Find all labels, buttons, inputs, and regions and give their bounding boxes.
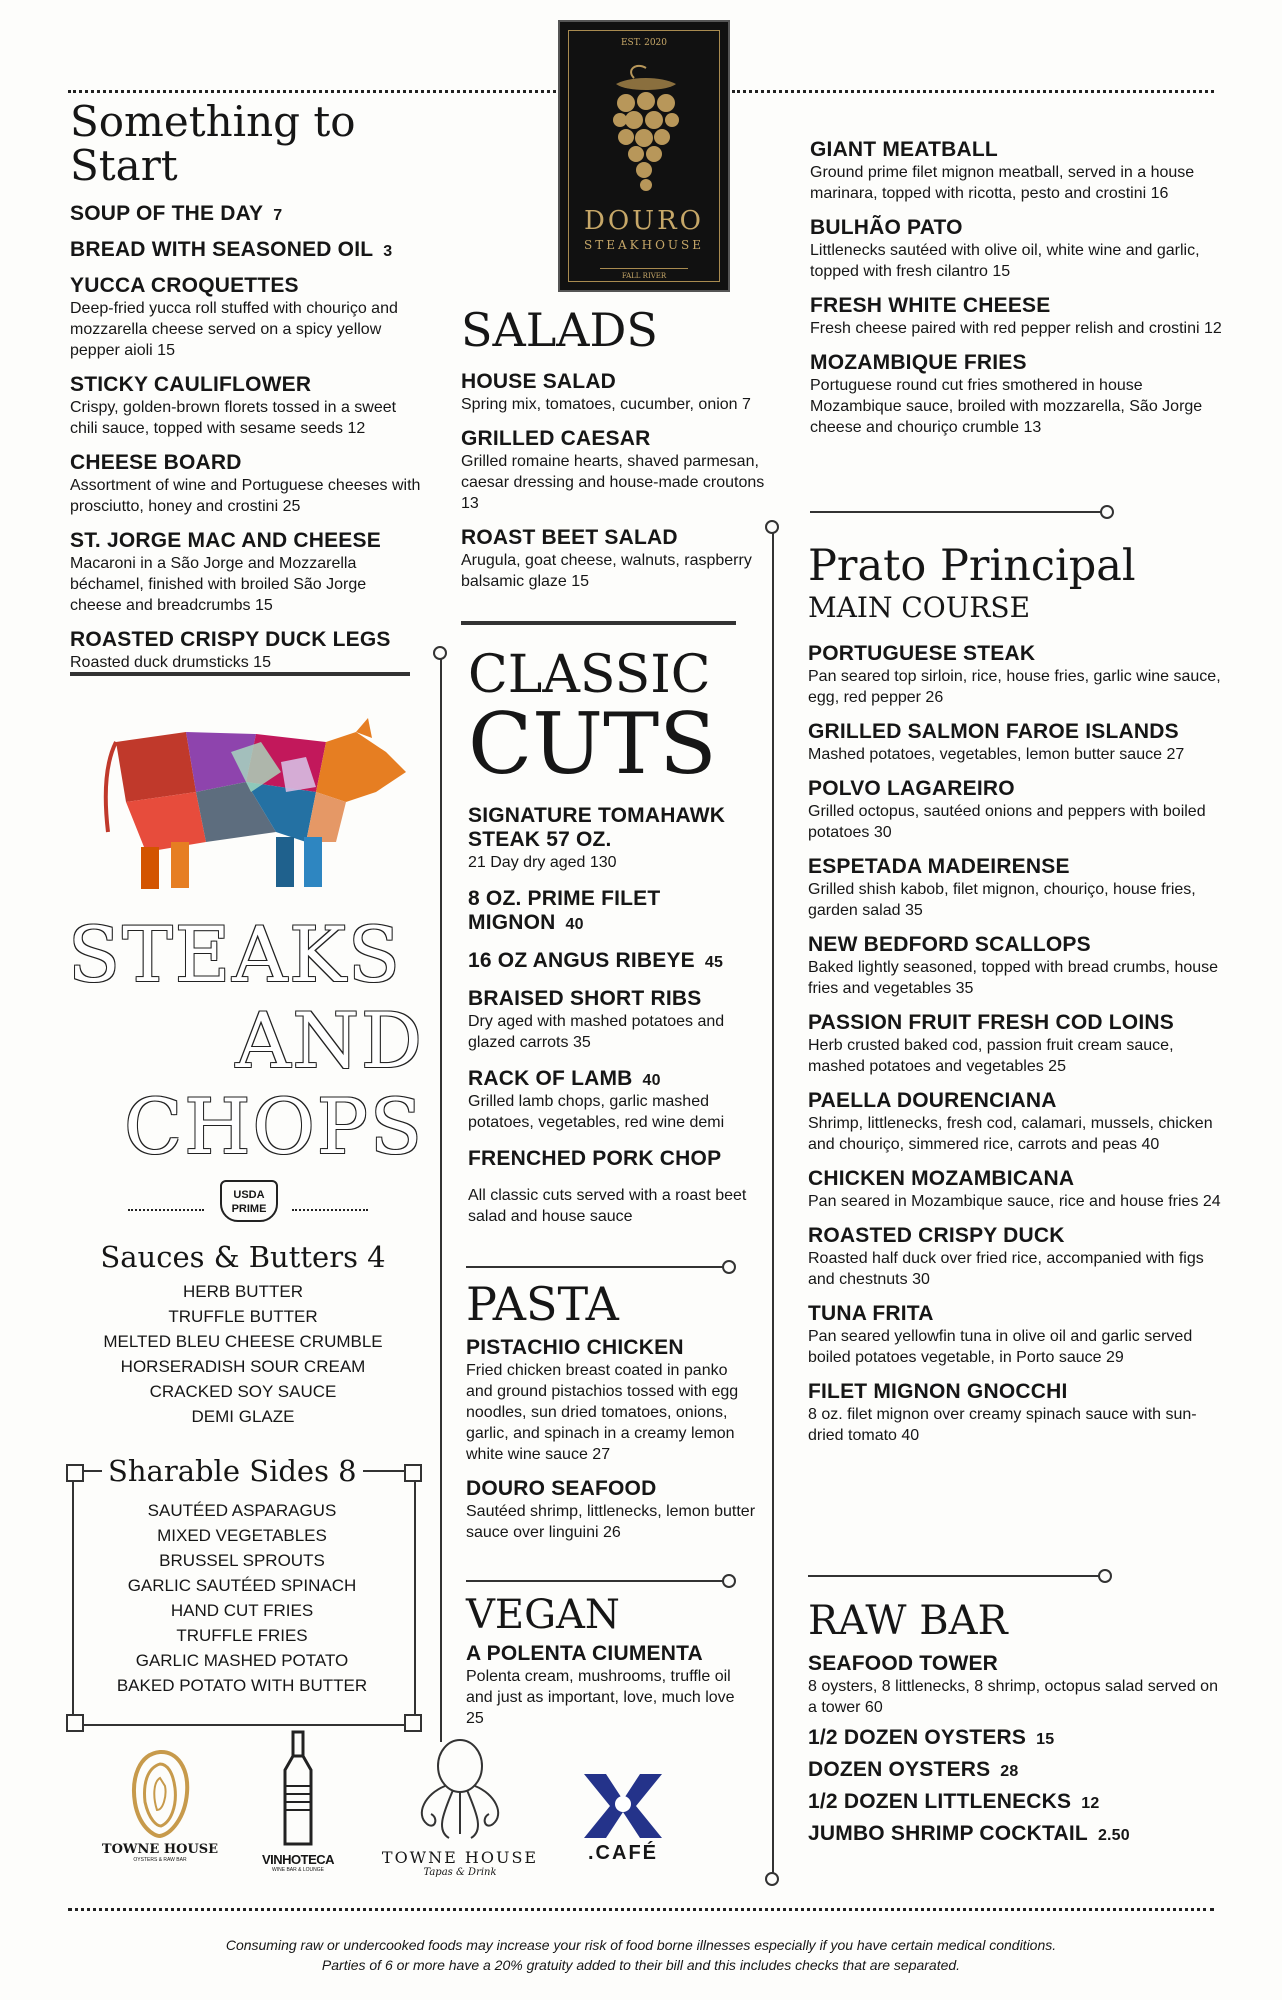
section-title: Prato Principal xyxy=(808,541,1136,591)
menu-item xyxy=(810,138,1230,204)
item-description: Ground prime filet mignon meatball, served in a house marinara, topped with ricotta, pesto and crostini 16 xyxy=(810,164,1195,202)
list-item: GARLIC MASHED POTATO xyxy=(135,1651,349,1670)
mains-divider xyxy=(808,1575,1104,1577)
item-price: 7 xyxy=(273,207,283,225)
brand-sub: Tapas & Drink xyxy=(423,1867,497,1878)
footer-line: Consuming raw or undercooked foods may increase your risk of food borne illnesses especially if you have certain medical conditions. xyxy=(225,1937,1057,1953)
list-item: MIXED VEGETABLES xyxy=(157,1526,327,1545)
item-name: STICKY CAULIFLOWER xyxy=(70,373,312,397)
menu-item xyxy=(70,373,422,439)
section-title: PASTA xyxy=(466,1277,619,1331)
item-name: BRAISED SHORT RIBS xyxy=(468,987,702,1010)
classic-title: CLASSIC xyxy=(468,645,711,705)
brand-sub: OYSTERS & RAW BAR xyxy=(133,1857,187,1863)
item-name: FRESH WHITE CHEESE xyxy=(810,294,1051,317)
list-item: BRUSSEL SPROUTS xyxy=(159,1551,325,1570)
main-course-section xyxy=(808,541,1228,1458)
logo-est: EST. 2020 xyxy=(620,38,668,48)
item-description: Assortment of wine and Portuguese cheeses with prosciutto, honey and crostini 25 xyxy=(70,477,421,516)
item-description: 8 oysters, 8 littlenecks, 8 shrimp, octopus salad served on a tower 60 xyxy=(808,1678,1218,1716)
classic-cuts-section xyxy=(468,645,758,1241)
menu-item xyxy=(468,1147,758,1171)
menu-item xyxy=(808,1726,1228,1750)
menu-item xyxy=(808,642,1228,708)
douro-logo xyxy=(558,20,730,292)
menu-item xyxy=(468,1067,758,1133)
menu-item xyxy=(70,628,422,673)
item-name: YUCCA CROQUETTES xyxy=(70,274,299,298)
item-price: 45 xyxy=(704,954,724,971)
menu-item xyxy=(70,238,422,262)
item-name: GRILLED SALMON FAROE ISLANDS xyxy=(808,720,1179,744)
item-description: All classic cuts served with a roast beet salad and house sauce xyxy=(468,1187,747,1225)
item-description: Littlenecks sautéed with olive oil, white wine and garlic, topped with fresh cilantro 15 xyxy=(810,242,1200,280)
logo-place: FALL RIVER xyxy=(621,272,667,280)
item-description: Sautéed shrimp, littlenecks, lemon butter sauce over linguini 26 xyxy=(466,1503,756,1542)
rule-end-dot xyxy=(765,520,779,534)
item-description: Dry aged with mashed potatoes and glazed carrots 35 xyxy=(468,1013,725,1051)
logo-name: DOURO xyxy=(584,206,704,236)
cafe-x-icon xyxy=(584,1774,662,1838)
grapes-icon xyxy=(596,58,696,208)
sides-title: Sharable Sides 8 xyxy=(102,1454,363,1488)
bottom-dotted-rule xyxy=(68,1908,1214,1911)
section-title: SALADS xyxy=(461,303,658,357)
item-description: Macaroni in a São Jorge and Mozzarella béchamel, finished with broiled São Jorge cheese and breadcrumbs 15 xyxy=(70,555,367,615)
steaks-and-chops-title xyxy=(68,912,424,1170)
usda-label: USDA xyxy=(233,1189,265,1201)
item-name: ROAST BEET SALAD xyxy=(461,526,678,550)
item-name: MOZAMBIQUE FRIES xyxy=(810,351,1027,374)
section-subtitle: MAIN COURSE xyxy=(808,591,1031,625)
item-description: Crispy, golden-brown florets tossed in a sweet chili sauce, topped with sesame seeds 12 xyxy=(70,399,397,438)
item-name: SIGNATURE TOMAHAWK STEAK 57 OZ. xyxy=(468,804,726,851)
item-name: 8 OZ. PRIME FILET MIGNON xyxy=(468,887,661,934)
menu-item xyxy=(466,1477,756,1543)
item-price: 15 xyxy=(1036,1731,1055,1748)
menu-item xyxy=(808,1652,1228,1718)
menu-item xyxy=(70,202,422,226)
item-name: TUNA FRITA xyxy=(808,1302,934,1326)
brand-name: .CAFÉ xyxy=(588,1842,658,1864)
menu-item xyxy=(808,1089,1228,1155)
right-vertical-rule xyxy=(772,528,774,1878)
item-name: ESPETADA MADEIRENSE xyxy=(808,855,1070,879)
menu-item xyxy=(466,1642,756,1729)
item-description: Fried chicken breast coated in panko and ground pistachios tossed with egg noodles, sun dried tomatoes, onions, garlic, and spinach in a creamy lemon white wine sauce 27 xyxy=(466,1362,739,1464)
item-price: 40 xyxy=(565,916,584,933)
item-name: HOUSE SALAD xyxy=(461,370,617,394)
menu-item xyxy=(461,370,781,415)
item-description: Roasted half duck over fried rice, accompanied with figs and chestnuts 30 xyxy=(808,1250,1204,1289)
item-description: Grilled romaine hearts, shaved parmesan, caesar dressing and house-made croutons 13 xyxy=(461,453,765,513)
item-description: Grilled shish kabob, filet mignon, chouriço, house fries, garden salad 35 xyxy=(808,881,1196,920)
item-name: DOURO SEAFOOD xyxy=(466,1477,657,1501)
pasta-section xyxy=(466,1277,756,1555)
item-description: Grilled lamb chops, garlic mashed potatoes, vegetables, red wine demi xyxy=(468,1093,725,1131)
appetizers-continued-section xyxy=(810,138,1230,450)
list-item: DEMI GLAZE xyxy=(191,1407,295,1426)
list-item: TRUFFLE FRIES xyxy=(176,1626,308,1645)
oyster-icon xyxy=(127,1748,193,1838)
item-description: Arugula, goat cheese, walnuts, raspberry balsamic glaze 15 xyxy=(461,552,752,591)
item-name: PISTACHIO CHICKEN xyxy=(466,1336,684,1360)
usda-dots-right xyxy=(292,1209,368,1211)
item-name: RACK OF LAMB xyxy=(468,1067,633,1090)
list-item: CRACKED SOY SAUCE xyxy=(149,1382,337,1401)
item-name: BREAD WITH SEASONED OIL xyxy=(70,238,374,262)
octopus-icon xyxy=(405,1734,515,1844)
menu-item xyxy=(810,351,1230,438)
usda-prime-badge xyxy=(220,1180,278,1222)
wine-bottle-icon xyxy=(281,1730,315,1848)
apps-divider xyxy=(810,511,1106,513)
chops-word: CHOPS xyxy=(124,1082,424,1171)
brand-name: TOWNE HOUSE xyxy=(381,1848,539,1867)
menu-item xyxy=(808,1011,1228,1077)
menu-item xyxy=(468,887,758,935)
usda-dots-left xyxy=(128,1209,204,1211)
item-name: POLVO LAGAREIRO xyxy=(808,777,1015,801)
menu-item xyxy=(808,1822,1228,1846)
item-description: Roasted duck drumsticks 15 xyxy=(70,654,271,672)
menu-item xyxy=(468,987,758,1053)
brand-sub: WINE BAR & LOUNGE xyxy=(272,1867,324,1873)
vegan-section xyxy=(466,1594,756,1737)
item-name: DOZEN OYSTERS xyxy=(808,1758,991,1781)
cuts-divider xyxy=(466,1266,728,1268)
menu-item xyxy=(468,804,758,873)
item-description: Pan seared top sirloin, rice, house fries, garlic wine sauce, egg, red pepper 26 xyxy=(808,668,1221,707)
item-description: Portuguese round cut fries smothered in house Mozambique sauce, broiled with mozzarella, São Jorge cheese and chouriço crumble 13 xyxy=(810,377,1203,436)
menu-item xyxy=(461,427,781,514)
list-item: HERB BUTTER xyxy=(183,1282,303,1301)
towne-house-oyster-logo xyxy=(100,1748,220,1863)
list-item: SAUTÉED ASPARAGUS xyxy=(147,1501,337,1520)
item-name: GIANT MEATBALL xyxy=(810,138,998,161)
menu-item xyxy=(808,1380,1228,1446)
item-name: PORTUGUESE STEAK xyxy=(808,642,1036,666)
item-name: JUMBO SHRIMP COCKTAIL xyxy=(808,1822,1088,1845)
item-name: SOUP OF THE DAY xyxy=(70,202,264,226)
rule-end-dot xyxy=(433,646,447,660)
item-description: Pan seared yellowfin tuna in olive oil and garlic served boiled potatoes vegetable, in Porto sauce 29 xyxy=(808,1328,1193,1367)
item-description: Shrimp, littlenecks, fresh cod, calamari, mussels, chicken and chouriço, simmered rice, carrots and peas 40 xyxy=(808,1115,1213,1154)
pasta-divider xyxy=(466,1580,728,1582)
rule-end-dot xyxy=(722,1260,736,1274)
item-name: PAELLA DOURENCIANA xyxy=(808,1089,1057,1113)
menu-item xyxy=(461,526,781,592)
start-divider xyxy=(70,672,410,676)
salads-divider xyxy=(461,621,736,625)
top-dotted-rule-left xyxy=(68,90,556,93)
item-price: 28 xyxy=(1000,1763,1019,1780)
item-name: ROASTED CRISPY DUCK xyxy=(808,1224,1065,1248)
item-description: Mashed potatoes, vegetables, lemon butter sauce 27 xyxy=(808,746,1185,764)
menu-item xyxy=(808,855,1228,921)
menu-item xyxy=(808,777,1228,843)
list-item: BAKED POTATO WITH BUTTER xyxy=(116,1676,368,1695)
menu-item xyxy=(70,451,422,517)
menu-item xyxy=(808,1790,1228,1814)
item-price: 40 xyxy=(642,1072,661,1089)
footer-line: Parties of 6 or more have a 20% gratuity added to their bill and this includes checks that are separated. xyxy=(321,1957,961,1973)
list-item: GARLIC SAUTÉED SPINACH xyxy=(127,1576,357,1595)
item-name: SEAFOOD TOWER xyxy=(808,1652,999,1675)
menu-item xyxy=(70,274,422,361)
rule-end-dot xyxy=(722,1574,736,1588)
menu-item xyxy=(808,1224,1228,1290)
sauces-list xyxy=(70,1279,416,1429)
section-title: Something to Start xyxy=(70,97,356,191)
rule-end-dot xyxy=(1098,1569,1112,1583)
item-description: Fresh cheese paired with red pepper relish and crostini 12 xyxy=(810,320,1222,337)
item-name: FILET MIGNON GNOCCHI xyxy=(808,1380,1068,1404)
menu-item xyxy=(466,1336,756,1465)
logo-subtitle: STEAKHOUSE xyxy=(583,238,704,252)
item-description: Pan seared in Mozambique sauce, rice and house fries 24 xyxy=(808,1193,1221,1211)
list-item: HAND CUT FRIES xyxy=(170,1601,314,1620)
item-name: 16 OZ ANGUS RIBEYE xyxy=(468,949,695,972)
item-description: 21 Day dry aged 130 xyxy=(468,854,617,871)
item-name: CHEESE BOARD xyxy=(70,451,242,475)
and-word: AND xyxy=(235,996,424,1085)
item-name: FRENCHED PORK CHOP xyxy=(468,1147,722,1170)
list-item: MELTED BLEU CHEESE CRUMBLE xyxy=(103,1332,383,1351)
sides-list xyxy=(72,1498,412,1698)
vinhoteca-logo xyxy=(252,1730,344,1873)
item-description: Spring mix, tomatoes, cucumber, onion 7 xyxy=(461,396,751,414)
menu-item xyxy=(808,720,1228,765)
item-name: 1/2 DOZEN LITTLENECKS xyxy=(808,1790,1072,1813)
section-title: VEGAN xyxy=(466,1592,620,1638)
cuts-title: CUTS xyxy=(468,695,717,793)
section-title: RAW BAR xyxy=(808,1598,1008,1644)
item-name: PASSION FRUIT FRESH COD LOINS xyxy=(808,1011,1174,1035)
middle-left-vertical-rule xyxy=(440,652,442,1742)
item-name: ST. JORGE MAC AND CHEESE xyxy=(70,529,381,553)
item-name: A POLENTA CIUMENTA xyxy=(466,1642,703,1665)
something-to-start-section xyxy=(70,97,422,685)
brand-name: TOWNE HOUSE xyxy=(101,1842,219,1857)
cafe-logo xyxy=(578,1774,668,1865)
menu-item xyxy=(808,1167,1228,1212)
menu-item xyxy=(808,1302,1228,1368)
item-description: Grilled octopus, sautéed onions and peppers with boiled potatoes 30 xyxy=(808,803,1206,842)
sauces-title: Sauces & Butters 4 xyxy=(100,1240,386,1274)
menu-item xyxy=(468,949,758,973)
brand-name: VINHOTECA xyxy=(261,1852,335,1867)
item-name: GRILLED CAESAR xyxy=(461,427,651,451)
towne-house-tapas-logo xyxy=(380,1734,540,1878)
item-name: NEW BEDFORD SCALLOPS xyxy=(808,933,1091,957)
list-item: TRUFFLE BUTTER xyxy=(168,1307,318,1326)
rule-end-dot xyxy=(1100,505,1114,519)
footer-disclaimer xyxy=(60,1935,1222,1975)
raw-bar-section xyxy=(808,1600,1228,1854)
item-name: CHICKEN MOZAMBICANA xyxy=(808,1167,1075,1191)
item-description: 8 oz. filet mignon over creamy spinach sauce with sun-dried tomato 40 xyxy=(808,1406,1197,1445)
list-item: HORSERADISH SOUR CREAM xyxy=(120,1357,366,1376)
rule-end-dot xyxy=(765,1872,779,1886)
item-price: 12 xyxy=(1081,1795,1100,1812)
item-description: Polenta cream, mushrooms, truffle oil and just as important, love, much love 25 xyxy=(466,1668,735,1727)
item-name: ROASTED CRISPY DUCK LEGS xyxy=(70,628,391,652)
salads-section xyxy=(461,303,781,604)
cow-illustration xyxy=(86,712,416,892)
menu-item xyxy=(808,933,1228,999)
prime-label: PRIME xyxy=(231,1203,267,1215)
item-name: BULHÃO PATO xyxy=(810,216,963,239)
menu-item xyxy=(70,529,422,616)
item-description: Herb crusted baked cod, passion fruit cream sauce, mashed potatoes and vegetables 25 xyxy=(808,1037,1174,1076)
menu-item xyxy=(808,1758,1228,1782)
item-price: 3 xyxy=(383,243,393,261)
steaks-word: STEAKS xyxy=(68,910,402,999)
item-name: 1/2 DOZEN OYSTERS xyxy=(808,1726,1027,1749)
menu-item xyxy=(810,294,1230,339)
menu-item xyxy=(468,1185,758,1227)
item-price: 2.50 xyxy=(1097,1827,1130,1844)
item-description: Baked lightly seasoned, topped with bread crumbs, house fries and vegetables 35 xyxy=(808,959,1219,998)
menu-item xyxy=(810,216,1230,282)
top-dotted-rule-right xyxy=(732,90,1214,93)
item-description: Deep-fried yucca roll stuffed with chouriço and mozzarella cheese served on a spicy yellow pepper aioli 15 xyxy=(70,300,398,360)
